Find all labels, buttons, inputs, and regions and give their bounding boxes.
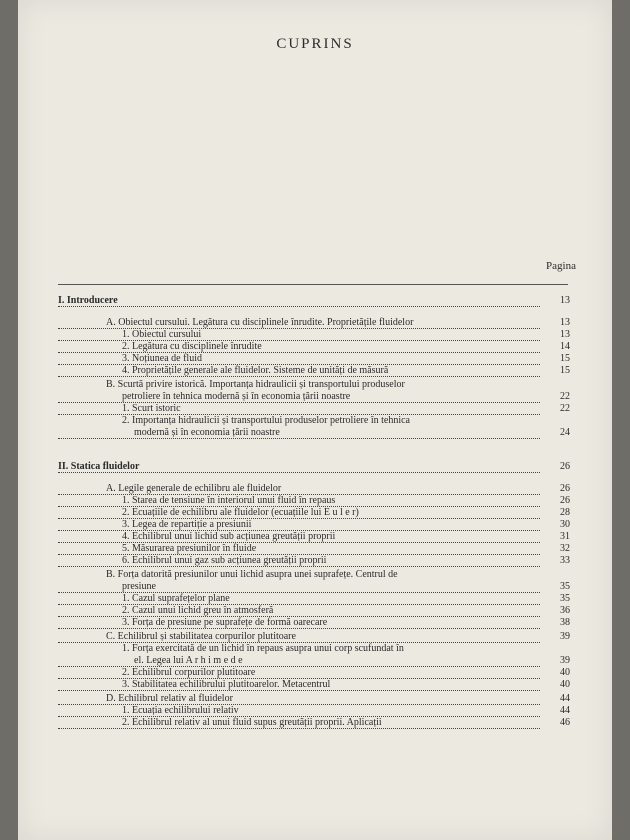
toc-entry-item: 1. Cazul suprafețelor plane 35 — [58, 594, 570, 606]
page-title: CUPRINS — [276, 36, 354, 52]
toc-entry-chapter: II. Statica fluidelor 26 — [58, 461, 570, 472]
toc-entry-item: 2. Echilibrul relativ al unui fluid supus greutății proprii. Aplicații 46 — [58, 718, 570, 730]
toc-entry-item-cont: el. Legea lui A r h i m e d e 39 — [58, 656, 570, 668]
toc-entry-item: 2. Echilibrul corpurilor plutitoare 40 — [58, 668, 570, 680]
toc-entry-item: 3. Noțiunea de fluid 15 — [58, 354, 570, 366]
toc-entry-section: C. Echilibrul și stabilitatea corpurilor plutitoare 39 — [58, 632, 570, 644]
toc-entry-item: 4. Proprietățile generale ale fluidelor. Sisteme de unități de măsură 15 — [58, 366, 570, 378]
toc-entry-section: A. Obiectul cursului. Legătura cu disciplinele înrudite. Proprietățile fluidelor 13 — [58, 318, 570, 330]
toc-entry-section: A. Legile generale de echilibru ale fluidelor 26 — [58, 484, 570, 496]
toc-entry-item: 1. Starea de tensiune în interiorul unui fluid în repaus 26 — [58, 496, 570, 508]
document-page — [18, 0, 612, 840]
toc-entry-section: B. Forța datorită presiunilor unui lichid asupra unei suprafețe. Centrul de — [58, 570, 570, 582]
toc-entry-item: 1. Obiectul cursului 13 — [58, 330, 570, 342]
toc-entry-item: 3. Legea de repartiție a presiunii 30 — [58, 520, 570, 532]
toc-entry-item: 1. Forța exercitată de un lichid în repaus asupra unui corp scufundat în — [58, 644, 570, 656]
page-column-heading: Pagina — [546, 260, 576, 272]
toc-entry-section: D. Echilibrul relativ al fluidelor 44 — [58, 694, 570, 706]
toc-entry-item: 4. Echilibrul unui lichid sub acțiunea greutății proprii 31 — [58, 532, 570, 544]
top-rule — [58, 284, 568, 285]
toc-entry-item: 3. Stabilitatea echilibrului plutitoarelor. Metacentrul 40 — [58, 680, 570, 692]
toc-entry-item-cont: modernă și în economia țării noastre 24 — [58, 428, 570, 440]
toc-entry-item: 1. Ecuația echilibrului relativ 44 — [58, 706, 570, 718]
toc-entry-item: 2. Importanța hidraulicii și transportului produselor petroliere în tehnica — [58, 416, 570, 428]
toc-entry-item: 2. Ecuațiile de echilibru ale fluidelor (ecuațiile lui E u l e r) 28 — [58, 508, 570, 520]
toc-entry-section-cont: petroliere în tehnica modernă și în economia țării noastre 22 — [58, 392, 570, 404]
toc-entry-item: 1. Scurt istoric 22 — [58, 404, 570, 416]
toc-entry-item: 2. Legătura cu disciplinele înrudite 14 — [58, 342, 570, 354]
toc-entry-item: 3. Forța de presiune pe suprafețe de formă oarecare 38 — [58, 618, 570, 630]
toc-entry-item: 6. Echilibrul unui gaz sub acțiunea greutății proprii 33 — [58, 556, 570, 568]
toc-entry-section: B. Scurtă privire istorică. Importanța hidraulicii și transportului produselor — [58, 380, 570, 392]
toc-entry-item: 2. Cazul unui lichid greu în atmosferă 36 — [58, 606, 570, 618]
toc-entry-item: 5. Măsurarea presiunilor în fluide 32 — [58, 544, 570, 556]
toc-entry-section-cont: presiune 35 — [58, 582, 570, 594]
toc-entry-chapter: I. Introducere 13 — [58, 295, 570, 306]
